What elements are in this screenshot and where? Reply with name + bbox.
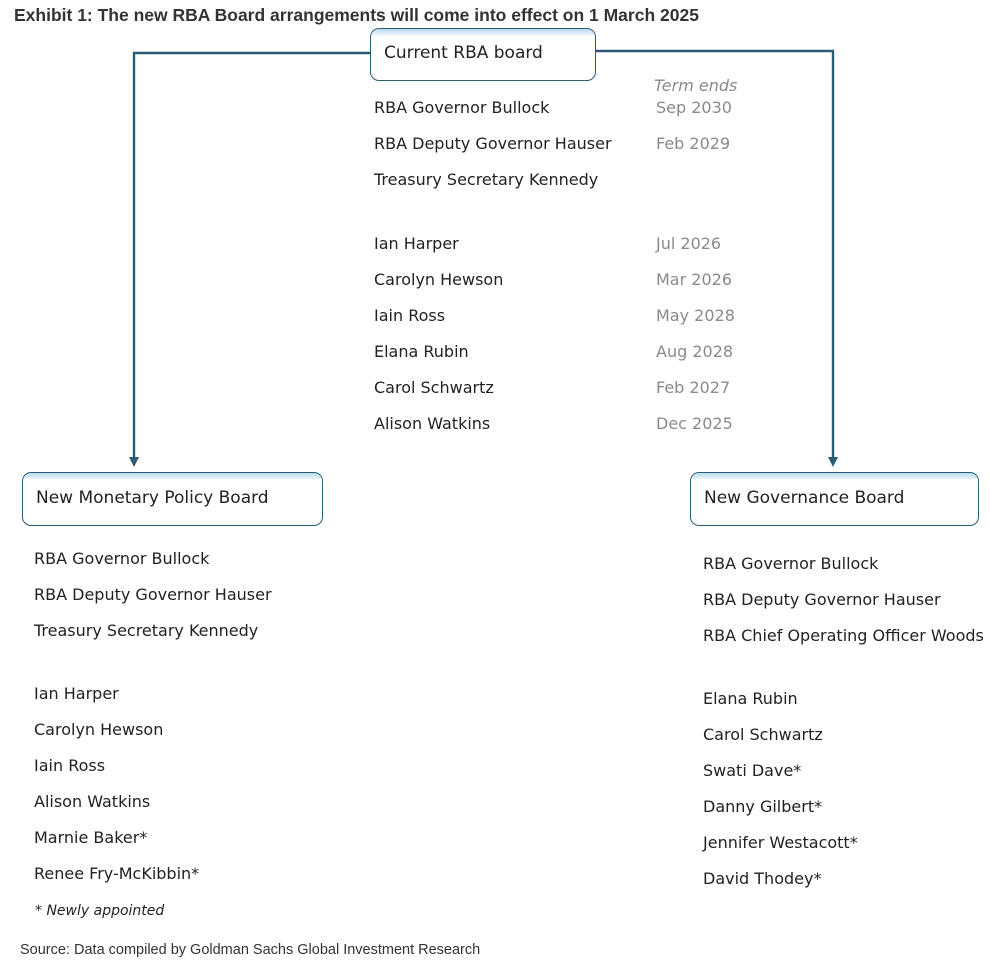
member-name: RBA Governor Bullock	[703, 554, 879, 573]
member-name: Danny Gilbert*	[703, 797, 823, 816]
term-end-date: Jul 2026	[656, 234, 722, 253]
member-name: Alison Watkins	[374, 414, 491, 433]
term-end-date: Feb 2029	[656, 134, 731, 153]
member-name: RBA Governor Bullock	[374, 98, 550, 117]
member-name: Treasury Secretary Kennedy	[374, 170, 599, 189]
term-end-date: Sep 2030	[656, 98, 732, 117]
member-name: Carol Schwartz	[374, 378, 494, 397]
member-name: Elana Rubin	[703, 689, 798, 708]
term-end-date: Mar 2026	[656, 270, 732, 289]
member-name: Iain Ross	[374, 306, 446, 325]
member-name: Swati Dave*	[703, 761, 802, 780]
member-name: David Thodey*	[703, 869, 822, 888]
member-name: Carolyn Hewson	[34, 720, 164, 739]
member-name: RBA Governor Bullock	[34, 549, 210, 568]
term-end-date: May 2028	[656, 306, 735, 325]
governance-board-box	[690, 472, 979, 526]
member-name: Jennifer Westacott*	[703, 833, 858, 852]
member-name: Iain Ross	[34, 756, 106, 775]
term-end-date: Dec 2025	[656, 414, 733, 433]
term-end-date: Aug 2028	[656, 342, 734, 361]
term-end-date: Feb 2027	[656, 378, 731, 397]
member-name: Alison Watkins	[34, 792, 151, 811]
member-name: Marnie Baker*	[34, 828, 148, 847]
monetary-policy-board-box	[22, 472, 323, 526]
member-name: Carol Schwartz	[703, 725, 823, 744]
member-name: RBA Deputy Governor Hauser	[34, 585, 272, 604]
newly-appointed-footnote: * Newly appointed	[35, 903, 165, 919]
member-name: RBA Deputy Governor Hauser	[374, 134, 612, 153]
current-board-box	[370, 28, 596, 81]
member-name: Ian Harper	[34, 684, 119, 703]
governance-board-label: New Governance Board	[704, 488, 905, 508]
member-name: Treasury Secretary Kennedy	[34, 621, 259, 640]
arrow-to-monetary-policy-board	[134, 53, 370, 458]
source-note: Source: Data compiled by Goldman Sachs Global Investment Research	[20, 942, 481, 958]
member-name: RBA Deputy Governor Hauser	[703, 590, 941, 609]
term-ends-header: Term ends	[654, 76, 738, 95]
monetary-policy-board-label: New Monetary Policy Board	[36, 488, 269, 508]
current-board-label: Current RBA board	[384, 43, 543, 63]
exhibit-title: Exhibit 1: The new RBA Board arrangements will come into effect on 1 March 2025	[14, 5, 699, 25]
member-name: Ian Harper	[374, 234, 459, 253]
member-name: Carolyn Hewson	[374, 270, 504, 289]
member-name: RBA Chief Operating Officer Woods	[703, 626, 984, 645]
member-name: Elana Rubin	[374, 342, 469, 361]
member-name: Renee Fry-McKibbin*	[34, 864, 200, 883]
